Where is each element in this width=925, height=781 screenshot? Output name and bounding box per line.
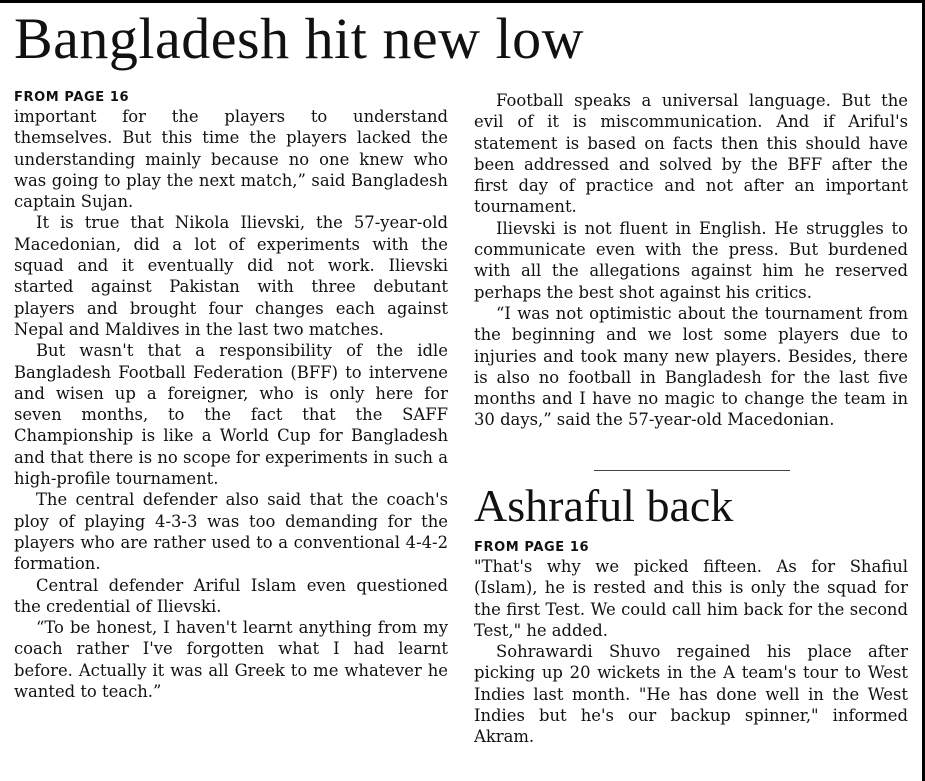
- story1-paragraph: “To be honest, I haven't learnt anything from my coach rather I've forgotten what I had learnt before. Actually it was all Greek to me whatever he wanted to teach.”: [14, 618, 448, 702]
- story1-right-column: [474, 90, 908, 431]
- story1-paragraph: It is true that Nikola Ilievski, the 57-year-old Macedonian, did a lot of experiments with the squad and it eventually did not work. Ilievski started against Pakistan with three debutant players and brought four changes each against Nepal and Maldives in the last two matches.: [14, 213, 448, 339]
- story2-paragraph: "That's why we picked fifteen. As for Shafiul (Islam), he is rested and this is only the squad for the first Test. We could call him back for the second Test," he added.: [474, 557, 908, 640]
- main-headline: Bangladesh hit new low: [14, 6, 584, 71]
- story1-paragraph: important for the players to understand themselves. But this time the players lacked the understanding mainly because no one knew who was going to play the next match,” said Bangladesh captain Sujan.: [14, 107, 448, 212]
- story1-paragraph: Central defender Ariful Islam even questioned the credential of Ilievski.: [14, 575, 448, 616]
- story-divider: [594, 470, 790, 471]
- story2-headline: Ashraful back: [474, 480, 734, 531]
- story2-column: [474, 540, 908, 748]
- story1-left-column: [14, 90, 448, 702]
- story2-paragraph: Sohrawardi Shuvo regained his place after picking up 20 wickets in the A team's tour to West Indies last month. "He has done well in the West Indies but he's our backup spinner," informed Akram.: [474, 642, 908, 747]
- story1-kicker: FROM PAGE 16: [14, 90, 130, 105]
- top-rule: [0, 0, 925, 3]
- story1-paragraph: Football speaks a universal language. But the evil of it is miscommunication. And if Ariful's statement is based on facts then this should have been addressed and solved by the BFF after the first day of practice and not after an important tournament.: [474, 91, 908, 217]
- story1-paragraph: Ilievski is not fluent in English. He struggles to communicate even with the press. But burdened with all the allegations against him he reserved perhaps the best shot against his critics.: [474, 218, 908, 302]
- story1-paragraph: The central defender also said that the coach's ploy of playing 4-3-3 was too demanding for the players who are rather used to a conventional 4-4-2 formation.: [14, 490, 448, 574]
- story1-paragraph: “I was not optimistic about the tournament from the beginning and we lost some players due to injuries and took many new players. Besides, there is also no football in Bangladesh for the last five months and I have no magic to change the team in 30 days,” said the 57-year-old Macedonian.: [474, 303, 908, 430]
- story1-paragraph: But wasn't that a responsibility of the idle Bangladesh Football Federation (BFF) to intervene and wisen up a foreigner, who is only here for seven months, to the fact that the SAFF Championship is like a World Cup for Bangladesh and that there is no scope for experiments in such a high-profile tournament.: [14, 341, 448, 489]
- story2-kicker: FROM PAGE 16: [474, 540, 590, 555]
